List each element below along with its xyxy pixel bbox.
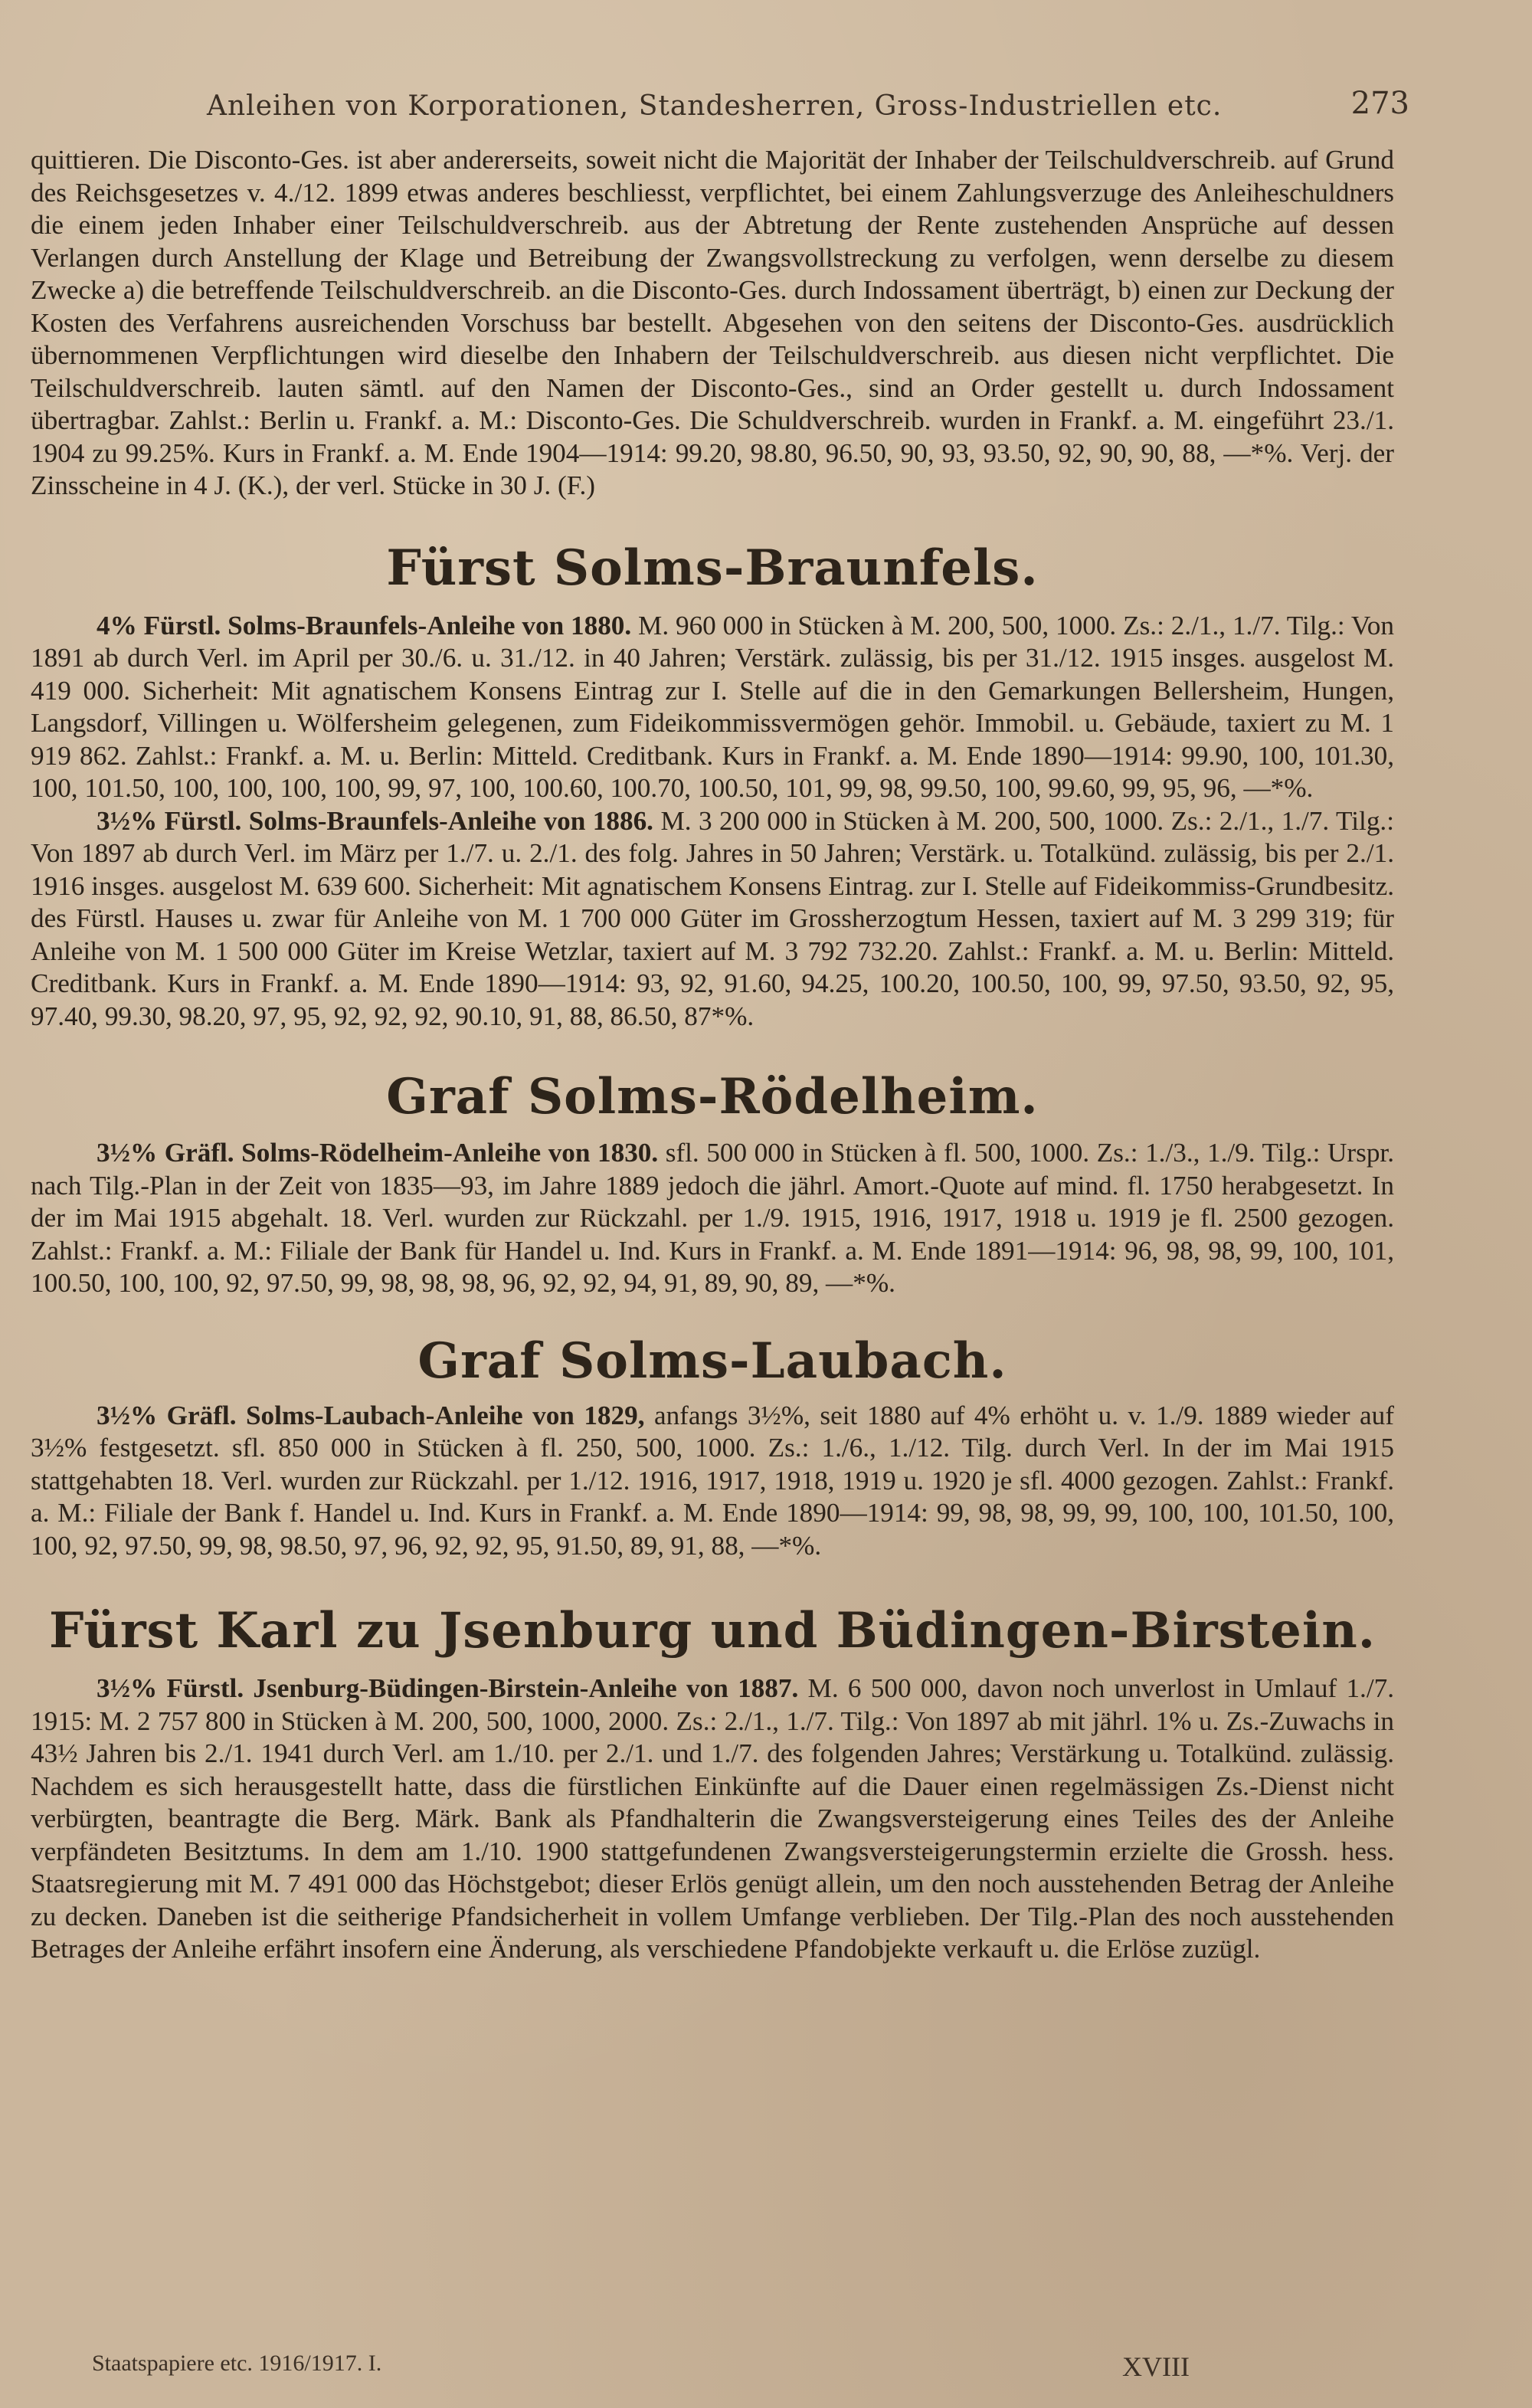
entry-title: 3½% Gräfl. Solms-Laubach-Anleihe von 1829,	[97, 1400, 645, 1430]
entry-title: 3½% Fürstl. Jsenburg-Büdingen-Birstein-Anleihe von 1887.	[97, 1673, 799, 1703]
entry-text: sfl. 500 000 in Stücken à fl. 500, 1000. Zs.: 1./3., 1./9. Tilg.: Urspr. nach Tilg.-Plan in der Zeit von 1835—93, im Jahre 1889 jedoch die jährl. Amort.-Quote auf mind. fl. 1750 herabgesetzt. In der im Mai 1915 abgehalt. 18. Verl. wurden zur Rückzahl. per 1./9. 1915, 1916, 1917, 1918 u. 1919 je fl. 2500 gezogen. Zahlst.: Frankf. a. M.: Filiale der Bank für Handel u. Ind. Kurs in Frankf. a. M. Ende 1891—1914: 96, 98, 98, 99, 100, 101, 100.50, 100, 100, 92, 97.50, 99, 98, 98, 98, 96, 92, 92, 94, 91, 89, 90, 89, —*%.	[31, 1138, 1394, 1298]
entry-solms-laubach-1829	[31, 1400, 1394, 1563]
page-number: 273	[1350, 86, 1409, 121]
section-heading-solms-laubach: Graf Solms-Laubach.	[417, 1332, 1007, 1390]
footer-sheet-number: XVIII	[1122, 2351, 1190, 2382]
page-footer	[31, 2351, 1394, 2384]
entry-title: 4% Fürstl. Solms-Braunfels-Anleihe von 1880.	[97, 610, 632, 640]
intro-paragraph: quittieren. Die Disconto-Ges. ist aber andererseits, soweit nicht die Majorität der Inhaber der Teilschuldverschreib. auf Grund des Reichsgesetzes v. 4./12. 1899 etwas anderes beschliesst, verpflichtet, bei einem Zahlungsverzuge des Anleiheschuldners die einem jeden Inhaber einer Teilschuldverschreib. aus der Abtretung der Rente zustehenden Ansprüche auf dessen Verlangen durch Anstellung der Klage und Betreibung der Zwangsvollstreckung zu verfolgen, wenn derselbe zu diesem Zwecke a) die betreffende Teilschuldverschreib. an die Disconto-Ges. durch Indossament überträgt, b) einen zur Deckung der Kosten des Verfahrens ausreichenden Vorschuss bar bestellt. Abgesehen von den seitens der Disconto-Ges. ausdrücklich übernommenen Verpflichtungen wird dieselbe den Inhabern der Teilschuldverschreib. aus diesen nicht verpflichtet. Die Teilschuldverschreib. lauten sämtl. auf den Namen der Disconto-Ges., sind an Order gestellt u. durch Indossament übertragbar. Zahlst.: Berlin u. Frankf. a. M.: Disconto-Ges. Die Schuldverschreib. wurden in Frankf. a. M. eingeführt 23./1. 1904 zu 99.25%. Kurs in Frankf. a. M. Ende 1904—1914: 99.20, 98.80, 96.50, 90, 93, 93.50, 92, 90, 90, 88, —*%. Verj. der Zinsscheine in 4 J. (K.), der verl. Stücke in 30 J. (F.)	[31, 145, 1394, 500]
section-heading-solms-roedelheim: Graf Solms-Rödelheim.	[386, 1068, 1039, 1125]
entry-text: M. 3 200 000 in Stücken à M. 200, 500, 1000. Zs.: 2./1., 1./7. Tilg.: Von 1897 ab durch Verl. im März per 1./7. u. 2./1. des folg. Jahres in 50 Jahren; Verstärk. u. Totalkünd. zulässig, bis per 2./1. 1916 insges. ausgelost M. 639 600. Sicherheit: Mit agnatischem Konsens Eintrag. zur I. Stelle auf Fideikommiss-Grundbesitz. des Fürstl. Hauses u. zwar für Anleihe von M. 1 700 000 Güter im Grossherzogtum Hessen, taxiert auf M. 3 299 319; für Anleihe von M. 1 500 000 Güter im Kreise Wetzlar, taxiert auf M. 3 792 732.20. Zahlst.: Frankf. a. M. u. Berlin: Mitteld. Creditbank. Kurs in Frankf. a. M. Ende 1890—1914: 93, 92, 91.60, 94.25, 100.20, 100.50, 100, 99, 97.50, 93.50, 92, 95, 97.40, 99.30, 98.20, 97, 95, 92, 92, 92, 90.10, 91, 88, 86.50, 87*%.	[31, 805, 1394, 1031]
entry-jsenburg-1887	[31, 1672, 1394, 1966]
entry-text: M. 960 000 in Stücken à M. 200, 500, 1000. Zs.: 2./1., 1./7. Tilg.: Von 1891 ab durch Verl. im April per 30./6. u. 31./12. in 40 Jahren; Verstärk. zulässig, bis per 31./12. 1915 insges. ausgelost M. 419 000. Sicherheit: Mit agnatischem Konsens Eintrag zur I. Stelle auf die in den Gemarkungen Bellersheim, Hungen, Langsdorf, Villingen u. Wölfersheim gelegenen, zum Fideikommissvermögen gehör. Immobil. u. Gebäude, taxiert zu M. 1 919 862. Zahlst.: Frankf. a. M. u. Berlin: Mitteld. Creditbank. Kurs in Frankf. a. M. Ende 1890—1914: 99.90, 100, 101.30, 100, 101.50, 100, 100, 100, 100, 99, 97, 100, 100.60, 100.70, 100.50, 101, 99, 98, 99.50, 100, 99.60, 99, 95, 96, —*%.	[31, 610, 1394, 803]
entry-title: 3½% Fürstl. Solms-Braunfels-Anleihe von 1886.	[97, 805, 653, 836]
section-heading-solms-braunfels: Fürst Solms-Braunfels.	[386, 539, 1039, 597]
section-heading-jsenburg-buedingen-birstein: Fürst Karl zu Jsenburg und Büdingen-Birstein.	[48, 1602, 1377, 1659]
entry-solms-roedelheim-1830	[31, 1137, 1394, 1300]
page-body	[31, 144, 1394, 1966]
footer-signature: Staatspapiere etc. 1916/1917. I.	[92, 2351, 382, 2376]
running-head: Anleihen von Korporationen, Standesherren, Gross-Industriellen etc.	[207, 90, 1223, 122]
entry-text: M. 6 500 000, davon noch unverlost in Umlauf 1./7. 1915: M. 2 757 800 in Stücken à M. 200, 500, 1000, 2000. Zs.: 2./1., 1./7. Tilg.: Von 1897 ab mit jährl. 1% u. Zs.-Zuwachs in 43½ Jahren bis 2./1. 1941 durch Verl. am 1./10. per 2./1. und 1./7. des folgenden Jahres; Verstärkung u. Totalkünd. zulässig. Nachdem es sich herausgestellt hatte, dass die fürstlichen Einkünfte auf die Dauer einen regelmässigen Zs.-Dienst nicht verbürgten, beantragte die Berg. Märk. Bank als Pfandhalterin die Zwangsversteigerung eines Teiles des der Anleihe verpfändeten Besitztums. In dem am 1./10. 1900 stattgefundenen Zwangsversteigerungstermin erzielte die Grossh. hess. Staatsregierung mit M. 7 491 000 das Höchstgebot; dieser Erlös genügt allein, um den noch ausstehenden Betrag der Anleihe zu decken. Daneben ist die seitherige Pfandsicherheit in vollem Umfange verblieben. Der Tilg.-Plan des noch ausstehenden Betrages der Anleihe erfährt insofern eine Änderung, als verschiedene Pfandobjekte verkauft u. die Erlöse zuzügl.	[31, 1673, 1394, 1964]
entry-title: 3½% Gräfl. Solms-Rödelheim-Anleihe von 1830.	[97, 1138, 659, 1168]
entry-text: anfangs 3½%, seit 1880 auf 4% erhöht u. v. 1./9. 1889 wieder auf 3½% festgesetzt. sfl. 850 000 in Stücken à fl. 250, 500, 1000. Zs.: 1./6., 1./12. Tilg. durch Verl. In der im Mai 1915 stattgehabten 18. Verl. wurden zur Rückzahl. per 1./12. 1916, 1917, 1918, 1919 u. 1920 je sfl. 4000 gezogen. Zahlst.: Frankf. a. M.: Filiale der Bank f. Handel u. Ind. Kurs in Frankf. a. M. Ende 1890—1914: 99, 98, 98, 99, 99, 100, 100, 101.50, 100, 100, 92, 97.50, 99, 98, 98.50, 97, 96, 92, 92, 95, 91.50, 89, 91, 88, —*%.	[31, 1400, 1394, 1561]
entry-solms-braunfels-1886	[31, 805, 1394, 1034]
entry-solms-braunfels-1880	[31, 610, 1394, 805]
